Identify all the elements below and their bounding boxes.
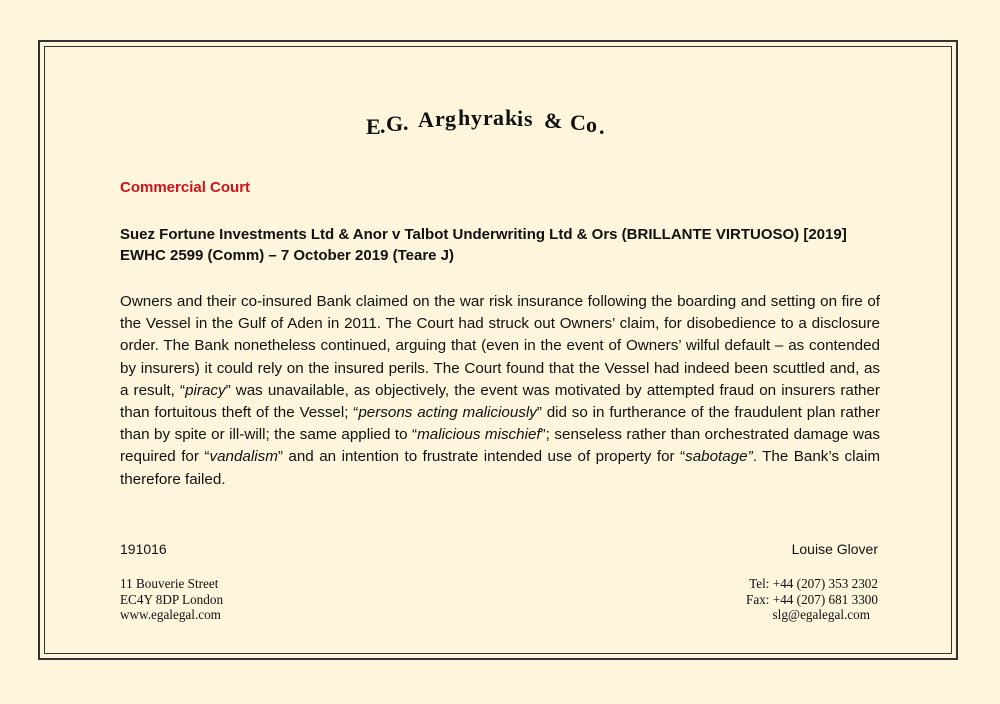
telephone: Tel: +44 (207) 353 2302: [749, 576, 878, 591]
logo-letter: i: [517, 106, 524, 131]
summary-text: Owners and their co-insured Bank claimed on the war risk insurance following the boarding and setting on fire of the Vessel in the Gulf of Aden in 2011. The Court had struck out Owners’ claim, for disobedience to a disclosure order. The Bank nonetheless continued, arguing that (even in the event of Owners’ wilful default – as contended by insurers) it could rely on the insured perils. The Court found that the Vessel had indeed been scuttled and, as a result, “: [120, 293, 880, 399]
logo-letter: E: [366, 114, 381, 139]
summary-term: malicious mischief: [417, 426, 541, 444]
email-link[interactable]: slg@egalegal.com: [772, 607, 870, 622]
case-title: [120, 224, 880, 266]
case-summary: [120, 291, 880, 491]
logo-letter: g: [445, 106, 457, 131]
logo-letter: a: [493, 105, 505, 130]
logo-letter: r: [435, 106, 446, 131]
fax: Fax: +44 (207) 681 3300: [746, 591, 878, 607]
summary-term: vandalism: [209, 448, 278, 466]
summary-text: ” and an intention to frustrate intended use of property for “: [277, 448, 686, 466]
logo-letter: .: [403, 110, 409, 135]
logo-letter: s: [524, 106, 533, 131]
logo-letter: h: [458, 105, 471, 130]
logo-letter: o: [586, 112, 598, 137]
court-heading: Commercial Court: [120, 179, 251, 196]
summary-text: ”; senseless rather than orchestrated damage was required for “: [120, 426, 880, 466]
reference-number: 191016: [120, 541, 167, 557]
logo-letter: [560, 109, 566, 135]
summary-term: sabotage”: [685, 448, 753, 466]
case-title-line: Suez Fortune Investments Ltd & Anor v Talbot Underwriting Ltd & Ors (BRILLANTE VIRTUOSO) [2019]: [120, 226, 847, 243]
logo-letter: y: [471, 105, 483, 130]
firm-logo: [360, 104, 640, 144]
logo-letter: &: [544, 108, 563, 133]
address-line: 11 Bouverie Street: [120, 576, 219, 591]
logo-letter: G: [386, 111, 404, 136]
logo-letter: k: [505, 105, 518, 130]
logo-letter: C: [570, 110, 587, 135]
summary-text: . The Bank’s claim therefore failed.: [120, 448, 880, 488]
logo-letter: A: [418, 107, 435, 132]
summary-text: ” was unavailable, as objectively, the event was motivated by attempted fraud on insurers rather than fortuitous theft of the Vessel; “: [120, 381, 880, 422]
logo-letter: [408, 109, 414, 135]
author-name: Louise Glover: [791, 541, 878, 557]
logo-letter: [534, 107, 540, 133]
summary-term: piracy: [185, 381, 226, 399]
firm-contacts: [746, 576, 878, 623]
website-link[interactable]: www.egalegal.com: [120, 607, 221, 622]
case-title-line: EWHC 2599 (Comm) – 7 October 2019 (Teare J): [120, 247, 455, 264]
logo-letter: .: [599, 114, 605, 139]
firm-address: [120, 576, 223, 623]
summary-text: ” did so in furtherance of the fraudulent plan rather than by spite or ill-will; the same applied to “: [120, 404, 880, 444]
address-line: EC4Y 8DP London: [120, 591, 224, 607]
logo-letter: r: [483, 105, 494, 130]
summary-term: persons acting maliciously: [358, 404, 537, 422]
logo-letter: .: [380, 113, 386, 138]
